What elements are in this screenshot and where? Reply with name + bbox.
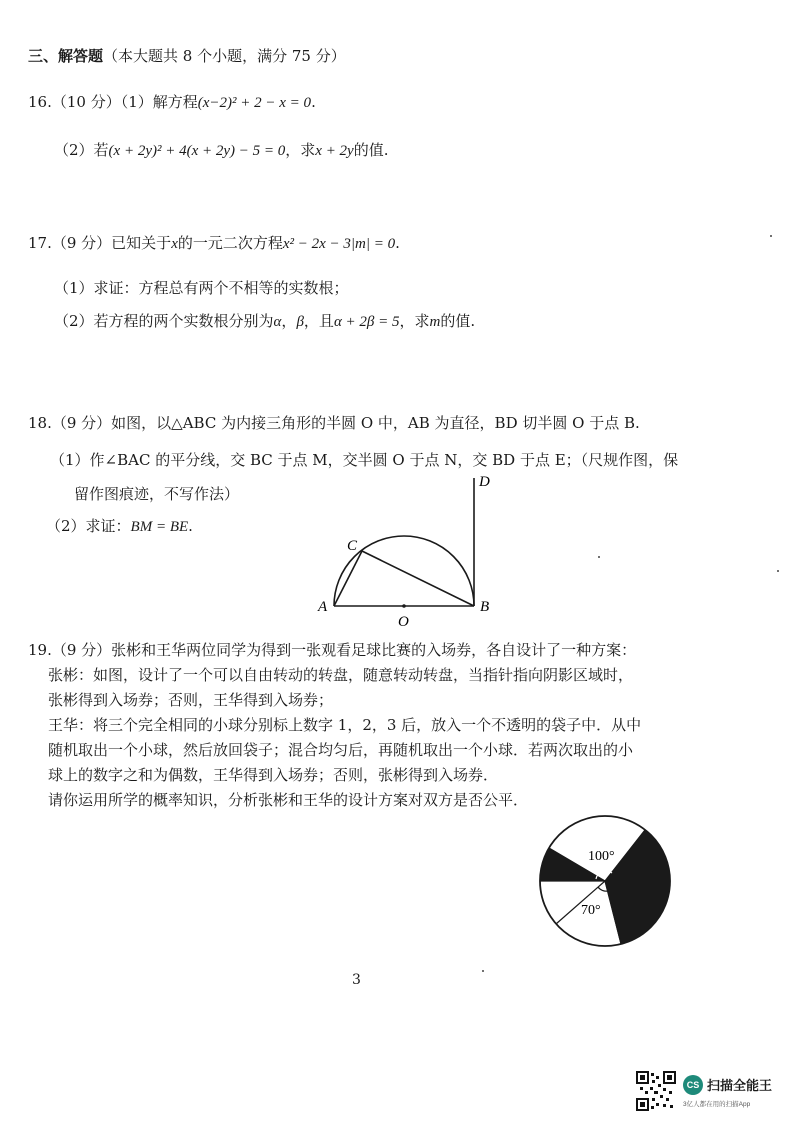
q17-number: 17. <box>28 234 52 252</box>
q18-stem-text: 如图，以△ABC 为内接三角形的半圆 O 中，AB 为直径，BD 切半圆 O 于点 B. <box>111 414 640 432</box>
q17-equation: x² − 2x − 3|m| = 0 <box>282 236 396 252</box>
q19-line3: 张彬得到入场券；否则，王华得到入场券； <box>48 691 334 709</box>
scan-speck <box>777 570 779 572</box>
q16-score: （10 分） <box>51 93 121 111</box>
q19-score: （9 分） <box>51 641 112 659</box>
q17-part1: （1）求证：方程总有两个不相等的实数根； <box>54 279 349 297</box>
scan-speck <box>770 235 772 237</box>
label-a: A <box>318 599 328 615</box>
section-number: 三、 <box>28 47 59 65</box>
q19-stem <box>28 640 636 660</box>
q16-part2-mid: ，求 <box>285 141 316 159</box>
section-note: （本大题共 8 个小题，满分 75 分） <box>103 47 346 65</box>
q17-stem-end: . <box>395 234 400 252</box>
q17-stem-mid: 的一元二次方程 <box>177 234 283 252</box>
q16-part1-equation: (x−2)² + 2 − x = 0 <box>197 95 312 111</box>
q18-part1-line1: （1）作∠BAC 的平分线，交 BC 于点 M，交半圆 O 于点 N，交 BD 于点 E；（尺规作图，保 <box>50 451 679 469</box>
q19-line2: 张彬：如图，设计了一个可以自由转动的转盘，随意转动转盘，当指针指向阴影区域时， <box>48 666 634 684</box>
brand-tagline: 3亿人都在用的扫描App <box>683 1101 751 1108</box>
angle-label-100: 100° <box>588 849 615 864</box>
label-c: C <box>347 538 358 554</box>
spinner <box>540 816 670 946</box>
q16-part1-end: . <box>311 93 316 111</box>
q17-part2-end: 的值. <box>440 312 476 330</box>
q18-part2-label: （2）求证： <box>46 517 131 535</box>
label-b: B <box>480 599 490 615</box>
q18-number: 18. <box>28 414 52 432</box>
cs-logo-icon: CS <box>683 1075 703 1095</box>
q16-part1-label: （1）解方程 <box>120 93 198 111</box>
q17-var-m: m <box>429 314 441 330</box>
qr-code-icon <box>636 1071 676 1111</box>
q17-alpha: α <box>273 314 282 330</box>
q17-part2-prefix: （2）若方程的两个实数根分别为 <box>54 312 274 330</box>
section-title: 解答题 <box>58 47 104 65</box>
center-point-o <box>402 604 406 608</box>
q17-score: （9 分） <box>51 234 112 252</box>
q19-line5: 随机取出一个小球，然后放回袋子；混合均匀后，再随机取出一个小球．若两次取出的小 <box>48 741 634 759</box>
q17-part2-sep: ， <box>281 312 297 330</box>
q16-number: 16. <box>28 93 52 111</box>
scan-speck <box>482 970 484 972</box>
q16-part2-end: 的值. <box>353 141 389 159</box>
q18-part2-equation: BM = BE <box>130 519 189 535</box>
segment-ac <box>334 551 362 606</box>
q18-score: （9 分） <box>51 414 112 432</box>
q17-beta: β <box>296 314 304 330</box>
q17-part2-equation: α + 2β = 5 <box>333 314 400 330</box>
angle-label-70: 70° <box>581 903 601 918</box>
q19-line4: 王华：将三个完全相同的小球分别标上数字 1，2，3 后，放入一个不透明的袋子中．从中 <box>48 716 642 734</box>
q19-line1: 张彬和王华两位同学为得到一张观看足球比赛的入场券，各自设计了一种方案： <box>111 641 637 659</box>
q19-number: 19. <box>28 641 52 659</box>
brand-name: 扫描全能王 <box>707 1078 773 1093</box>
q17-part2-mid: ，且 <box>303 312 334 330</box>
q16-part2-expression: x + 2y <box>315 143 354 159</box>
segment-cb <box>362 551 474 606</box>
q19-line6: 球上的数字之和为偶数，王华得到入场券；否则，张彬得到入场券． <box>48 766 499 784</box>
label-d: D <box>479 474 490 490</box>
q16-part2-label: （2）若 <box>54 141 109 159</box>
q18-part2-end: . <box>188 517 193 535</box>
label-o: O <box>398 614 409 630</box>
q17-stem-prefix: 已知关于 <box>111 234 172 252</box>
q17-part2-mid2: ，求 <box>399 312 430 330</box>
q17-stem-var: x <box>171 236 178 252</box>
scan-speck <box>598 556 600 558</box>
q19-line7: 请你运用所学的概率知识，分析张彬和王华的设计方案对双方是否公平． <box>48 791 529 809</box>
q18-part1-line2: 留作图痕迹，不写作法） <box>74 485 240 503</box>
q16-part2-equation: (x + 2y)² + 4(x + 2y) − 5 = 0 <box>108 143 286 159</box>
page-number: 3 <box>352 972 361 988</box>
